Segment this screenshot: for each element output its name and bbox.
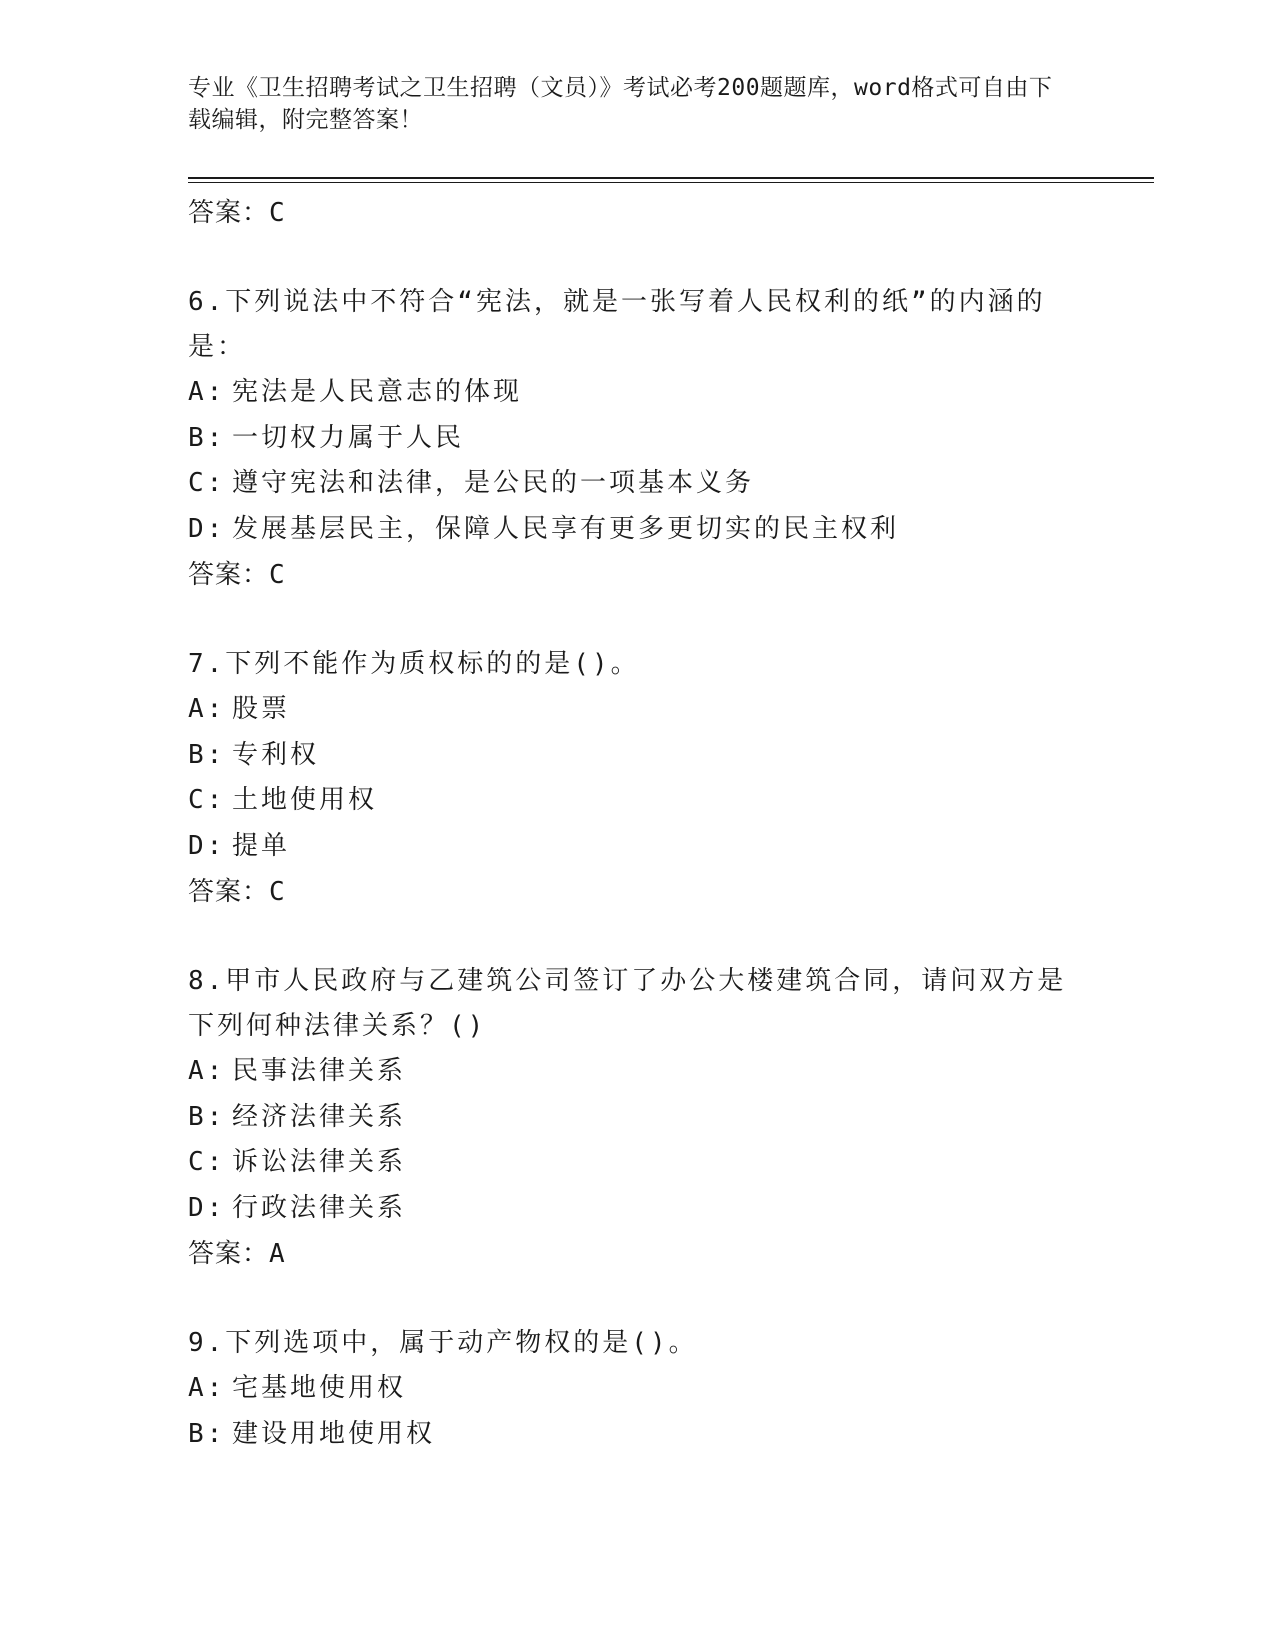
option-text: 经济法律关系	[232, 1101, 407, 1132]
option-letter: C:	[188, 1147, 226, 1177]
option-text: 行政法律关系	[232, 1192, 407, 1223]
question-stem: 6.下列说法中不符合“宪法，就是一张写着人民权利的纸”的内涵的是：	[188, 287, 1046, 362]
answer-value: C	[269, 198, 286, 228]
option-text: 建设用地使用权	[232, 1418, 436, 1449]
option-text: 股票	[232, 694, 291, 724]
option-letter: A:	[188, 377, 226, 407]
option-letter: A:	[188, 694, 226, 724]
question-block	[188, 1321, 1088, 1457]
question-stem: 8.甲市人民政府与乙建筑公司签订了办公大楼建筑合同，请问双方是下列何种法律关系？()	[188, 966, 1067, 1041]
answer-value: A	[269, 1239, 286, 1269]
option-text: 土地使用权	[232, 785, 378, 815]
answer-value: C	[269, 877, 286, 907]
option-text: 宪法是人民意志的体现	[232, 377, 523, 407]
option-letter: B:	[188, 1418, 226, 1449]
answer-line	[188, 1231, 1088, 1277]
option-letter: C:	[188, 785, 226, 815]
answer-value: C	[269, 560, 286, 590]
answer-label: 答案：	[188, 877, 270, 907]
option-letter: D:	[188, 1192, 226, 1223]
answer-label: 答案：	[188, 560, 270, 590]
option-letter: B:	[188, 1101, 226, 1132]
option-letter: D:	[188, 513, 226, 544]
question-block	[188, 642, 1088, 915]
answer-option	[188, 1140, 1088, 1186]
document-header: 专业《卫生招聘考试之卫生招聘（文员）》考试必考200题题库，word格式可自由下载编辑，附完整答案！	[188, 75, 1053, 133]
option-text: 一切权力属于人民	[232, 422, 465, 453]
answer-option	[188, 1412, 1088, 1458]
answer-option	[188, 507, 1088, 553]
question-stem: 7.下列不能作为质权标的的是()。	[188, 649, 640, 679]
option-letter: B:	[188, 422, 226, 453]
answer-label: 答案：	[188, 1239, 270, 1269]
option-letter: C:	[188, 468, 226, 498]
option-text: 专利权	[232, 739, 320, 770]
option-letter: A:	[188, 1373, 226, 1403]
answer-option	[188, 1186, 1088, 1232]
option-text: 宅基地使用权	[232, 1373, 407, 1403]
option-letter: B:	[188, 739, 226, 770]
answer-line	[188, 190, 1088, 236]
question-stem: 9.下列选项中，属于动产物权的是()。	[188, 1328, 698, 1358]
question-list	[188, 190, 1088, 1457]
option-letter: D:	[188, 830, 226, 861]
answer-option	[188, 1095, 1088, 1141]
option-text: 提单	[232, 830, 291, 861]
answer-option	[188, 461, 1088, 507]
answer-option	[188, 1049, 1088, 1095]
header-divider	[188, 177, 1154, 179]
question-block	[188, 959, 1088, 1277]
answer-option	[188, 778, 1088, 824]
answer-option	[188, 416, 1088, 462]
option-text: 诉讼法律关系	[232, 1147, 407, 1177]
answer-option	[188, 1366, 1088, 1412]
option-text: 发展基层民主，保障人民享有更多更切实的民主权利	[232, 513, 900, 544]
answer-label: 答案：	[188, 198, 270, 228]
questions-container	[188, 280, 1088, 1457]
answer-option	[188, 733, 1088, 779]
answer-option	[188, 687, 1088, 733]
option-text: 民事法律关系	[232, 1056, 407, 1086]
option-text: 遵守宪法和法律，是公民的一项基本义务	[232, 468, 755, 498]
option-letter: A:	[188, 1056, 226, 1086]
answer-option	[188, 370, 1088, 416]
answer-option	[188, 824, 1088, 870]
answer-line	[188, 869, 1088, 915]
answer-line	[188, 552, 1088, 598]
question-block	[188, 280, 1088, 598]
header-divider-thin	[188, 182, 1154, 183]
